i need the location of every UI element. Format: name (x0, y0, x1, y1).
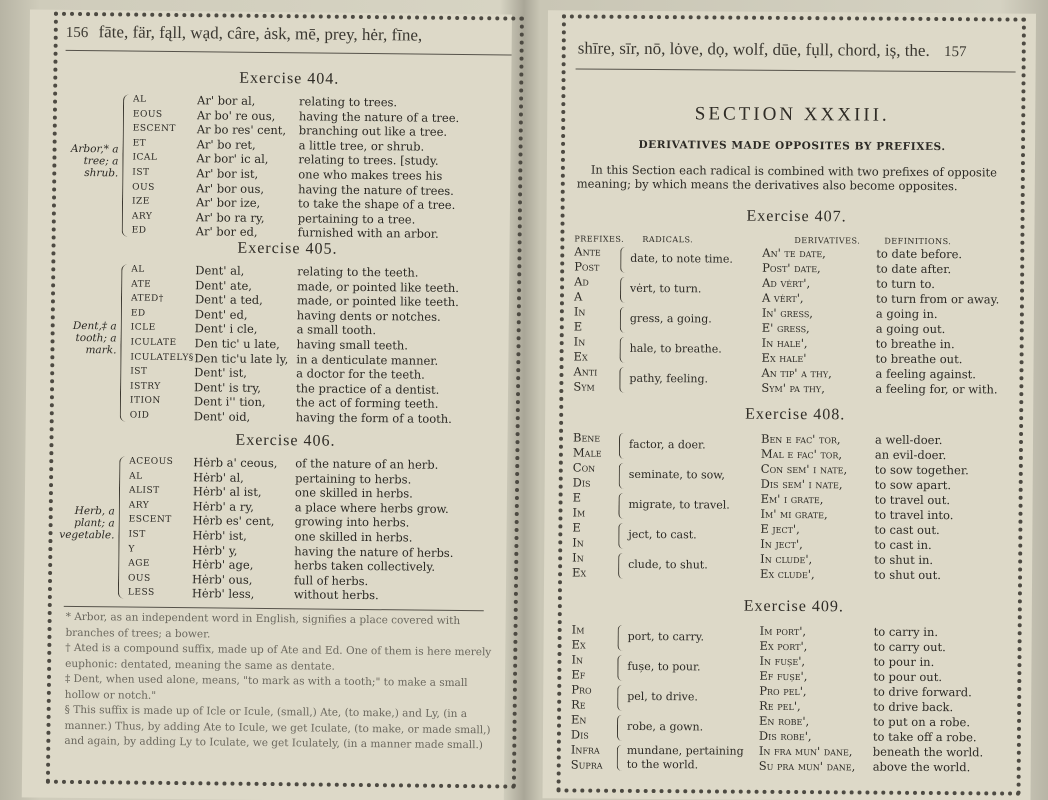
brace (619, 367, 625, 393)
radical: vėrt, to turn. (630, 281, 702, 296)
brace (617, 655, 623, 681)
radical: pathy, feeling. (629, 371, 709, 386)
prefix: Ex (571, 637, 586, 652)
derivative-word: Hėrb' al, (193, 469, 244, 485)
definition: to travel into. (874, 507, 954, 523)
derivative-word: In fra mun' dane, (758, 743, 853, 759)
derivative-word: Pro pel', (759, 683, 807, 699)
footnote: † Ated is a compound suffix, made up of Ate and Ed. One of them is here merely euphonic: dentated, meaning the same as dentate. (65, 641, 492, 673)
derivative-word: In fușe', (759, 653, 806, 669)
radical-label: Dent,‡ a tooth; a mark. (72, 320, 117, 357)
prefix: E (572, 490, 582, 505)
derivative-word: Su pra mun' dane, (758, 758, 856, 774)
derivative-word: Den tic' u late, (194, 336, 280, 352)
suffix: OUS (132, 182, 155, 193)
definition: above the world. (872, 759, 971, 775)
derivative-word: Dent' oid, (193, 409, 251, 424)
suffix: AL (129, 471, 143, 482)
page-header (578, 39, 973, 62)
derivative-word: Ex port', (759, 638, 808, 654)
derivative-word: Hėrb' ous, (191, 571, 253, 587)
suffix: ESCENT (132, 123, 176, 135)
prefix: In (573, 304, 586, 319)
definition: pertaining to herbs. (295, 470, 412, 487)
definition-column (296, 264, 460, 426)
prefix: Dis (572, 475, 591, 490)
derivative-word: Ad vėrt', (762, 275, 811, 291)
derivative-word: Dis robe', (758, 728, 812, 744)
definition: relating to trees. [study. (298, 152, 439, 169)
derivative-word: Ar' bo ra ry, (195, 209, 265, 225)
definition: beneath the world. (872, 744, 984, 760)
suffix: ITION (129, 395, 161, 407)
derivative-word: Ar' bo ret, (196, 137, 256, 152)
definition: made, or pointed like teeth. (296, 293, 459, 310)
suffix: OID (129, 410, 150, 421)
brace (618, 625, 624, 651)
definition: to pour out. (873, 669, 943, 685)
derivative-word: Dis sem' i nate, (760, 476, 843, 492)
radical: mundane, pertaining to the world. (626, 743, 744, 772)
footnote: § This suffix is made up of Icle or Icule, (small,) Ate, (to make,) and Ly, (in a manner.) Thus, by adding Ate to Icule, we get Iculate, (to make, or made small,) and again, by adding Ly to Iculate, we get Iculately, (in a manner made small.) (64, 703, 491, 752)
derivative-word: In' gress, (761, 305, 814, 321)
definition: one skilled in herbs. (294, 529, 413, 545)
derivative-word: Dent' ed, (194, 307, 248, 322)
derivative-word: Ef fușe', (759, 668, 808, 684)
suffix: IST (128, 529, 146, 540)
suffix: ED (130, 308, 146, 319)
definition: without herbs. (293, 587, 379, 603)
prefix: Ante (574, 244, 601, 259)
prefix: E (572, 520, 581, 535)
derivative-word: Ar bor' ic al, (196, 151, 269, 167)
suffix: Y (128, 544, 135, 555)
derivative-word: Dent' ate, (195, 277, 253, 293)
brace (619, 463, 625, 489)
brace (617, 685, 623, 711)
brace (120, 264, 130, 421)
definition: the practice of a dentist. (295, 381, 440, 397)
exercise-title: Exercise 407. (746, 207, 847, 226)
prefix: Dis (570, 727, 589, 742)
right-page (543, 10, 1036, 800)
definition: having the nature of trees. (298, 181, 454, 198)
prefix: In (571, 652, 584, 667)
brace (620, 247, 626, 273)
definition: to shut in. (874, 552, 934, 567)
prefix: Con (572, 460, 596, 475)
definition: to take the shape of a tree. (297, 196, 456, 213)
definition: herbs taken collectively. (294, 558, 436, 574)
derivative-word: Mal e fac' tor, (760, 446, 843, 462)
prefix: E (573, 319, 583, 334)
definition: a feeling for, or with. (875, 381, 998, 397)
definition: to cast out. (874, 522, 940, 538)
suffix: ESCENT (128, 514, 172, 526)
radical: migrate, to travel. (628, 497, 730, 512)
derivative-word: Hėrb' age, (192, 557, 254, 573)
derivative-word: Ex clude', (760, 566, 815, 582)
pronunciation-key: shīre, sīr, nō, lȯve, dọ, wolf, dūe, fụll, chord, iș, the. (577, 38, 930, 60)
derivative-word: Ar bo' re ous, (196, 107, 276, 123)
definition: of the nature of an herb. (295, 456, 439, 472)
derivative-word: Im port', (759, 623, 807, 639)
brace (122, 94, 131, 236)
suffix: ICULATE (130, 337, 177, 348)
definition: having small teeth. (296, 337, 409, 353)
definition: a small tooth. (296, 322, 377, 338)
suffix: IST (132, 167, 150, 178)
definition: relating to trees. (298, 94, 398, 110)
radical-label: Herb, a plant; a vegetable. (59, 504, 115, 542)
suffix: ICULATELY§ (130, 352, 194, 363)
definition: to cast in. (874, 537, 932, 552)
definition: to take off a robe. (872, 729, 977, 745)
derivative-word: In hale', (761, 335, 808, 351)
definition: pertaining to a tree. (297, 211, 416, 227)
brace (620, 277, 626, 303)
derivative-word: Ar' bor al, (196, 93, 256, 108)
prefix: A (573, 289, 583, 304)
prefix: Male (572, 445, 602, 460)
suffix: ET (132, 138, 147, 149)
derivative-word: Dent' al, (195, 263, 245, 278)
definition: a place where herbs grow. (294, 500, 449, 516)
definition-column (298, 94, 460, 242)
prefix: In (572, 535, 584, 550)
page-number: 157 (943, 44, 967, 61)
definition: to sow together. (874, 462, 969, 478)
derivative-word: Hėrb' a ry, (192, 498, 255, 514)
suffix-column (132, 93, 177, 239)
derivative-word: Ar' bor ous, (196, 180, 265, 196)
definition: to turn to. (876, 276, 935, 292)
definition: a going in. (875, 306, 938, 322)
radical: gress, a going. (629, 311, 712, 326)
derivative-word: E ject', (760, 521, 800, 537)
suffix: AGE (128, 558, 151, 569)
derivative-word: Hėrb a' ceous, (193, 455, 278, 471)
pronunciation-key: fāte, fär, fąll, wạd, câre, ȧsk, mē, prey, hėr, fīne, (98, 22, 423, 45)
brace (618, 553, 624, 579)
derivative-word: Den tic'u late ly, (194, 350, 289, 366)
derivative-word: Im' mi grate, (760, 506, 828, 522)
derivative-word: En robe', (759, 713, 810, 729)
derivative-word: Dent' ist, (194, 365, 248, 380)
brace (618, 523, 624, 549)
radical: hale, to breathe. (629, 341, 722, 356)
brace (118, 456, 127, 598)
derivative-word-column (192, 455, 278, 602)
derivative-word: Ar' bor ist, (196, 166, 259, 181)
definition: to date after. (876, 261, 952, 277)
derivative-word: Sym' pa thy, (761, 380, 825, 396)
column-header: PREFIXES. (574, 234, 625, 244)
derivative-word: Hėrb' less, (191, 586, 255, 602)
definition: relating to the teeth. (297, 264, 419, 280)
derivative-word: Ar' bor ize, (195, 195, 261, 211)
definition: to breathe in. (875, 336, 955, 352)
section-title: SECTION XXXIII. (694, 103, 890, 126)
definition: having the form of a tooth. (295, 410, 452, 426)
definition: to shut out. (874, 567, 941, 583)
prefix: Infra (570, 742, 600, 757)
definition: one who makes trees his (298, 167, 443, 183)
suffix: ISTRY (130, 381, 161, 392)
derivative-word: Dent' is try, (193, 379, 261, 395)
definition: a feeling against. (875, 366, 977, 382)
radical: factor, a doer. (628, 437, 706, 452)
section-intro: In this Section each radical is combined with two prefixes of opposite meaning; by which means the derivatives also become opposites. (576, 162, 998, 194)
prefix: Bene (572, 430, 601, 445)
suffix: OUS (128, 573, 151, 584)
definition: growing into herbs. (294, 514, 410, 530)
suffix: ICAL (132, 152, 158, 164)
derivative-word: Hėrb' y, (192, 542, 238, 558)
radical-label: Arbor,* a tree; a shrub. (70, 142, 119, 180)
suffix-column (128, 455, 174, 601)
suffix: ATED† (130, 293, 164, 305)
prefix: Ex (573, 349, 588, 364)
derivative-word: Hėrb es' cent, (192, 513, 275, 529)
exercise-title: Exercise 405. (237, 239, 338, 258)
derivative-word: Dent' a ted, (194, 292, 263, 308)
suffix: LESS (127, 587, 155, 599)
definition: having the nature of herbs. (294, 543, 454, 560)
prefix: En (571, 712, 587, 727)
definition: to carry out. (873, 639, 946, 655)
derivative-word: Ex hale' (761, 350, 807, 366)
definition: branching out like a tree. (298, 123, 448, 140)
definition: an evil-doer. (874, 447, 947, 463)
derivative-word: A vėrt', (761, 290, 804, 306)
derivative-word-column (196, 93, 287, 240)
derivative-word: Dent i'' tion, (193, 394, 266, 410)
derivative-word: Ar bo res' cent, (196, 122, 287, 138)
prefix: Pro (571, 682, 592, 697)
radical: port, to carry. (627, 629, 705, 644)
prefix: Im (571, 622, 585, 637)
derivative-word: E' gress, (761, 320, 810, 336)
definition: the act of forming teeth. (295, 395, 439, 412)
definition: to drive back. (873, 699, 954, 715)
exercise-title: Exercise 406. (235, 431, 336, 450)
suffix: ICLE (130, 322, 156, 334)
definition: one skilled in herbs. (294, 485, 413, 501)
definition: to turn from or away. (875, 291, 1000, 307)
definition: to sow apart. (874, 477, 952, 493)
suffix: IST (130, 366, 148, 377)
derivative-word: An' te date, (762, 245, 826, 261)
prefix: Im (572, 505, 586, 520)
definition: to carry in. (873, 624, 939, 640)
definition: to travel out. (874, 492, 951, 508)
definition: to breathe out. (875, 351, 963, 367)
radical: seminate, to sow, (628, 467, 725, 482)
suffix: ATE (131, 279, 152, 290)
definition: to put on a robe. (872, 714, 971, 730)
brace (617, 745, 623, 771)
footnotes (64, 610, 493, 754)
derivative-word: In ject', (760, 536, 803, 552)
radical: clude, to shut. (628, 557, 708, 572)
definition: a doctor for the teeth. (296, 366, 425, 382)
definition: made, or pointed like teeth. (297, 278, 460, 295)
prefix: In (573, 334, 586, 349)
suffix: ALIST (128, 485, 160, 497)
brace (618, 493, 624, 519)
derivative-word: Em' i grate, (760, 491, 824, 507)
suffix: ED (131, 225, 147, 237)
derivative-word: Con sem' i nate, (760, 461, 848, 477)
exercise-title: Exercise 404. (239, 69, 340, 88)
derivative-word-column (194, 263, 290, 425)
definition-column (294, 456, 455, 604)
derivative-word: Hėrb' ist, (192, 528, 247, 543)
prefix: Supra (570, 757, 603, 772)
suffix: EOUS (132, 109, 163, 120)
suffix: ARY (128, 500, 150, 511)
derivative-word: Re pel', (759, 698, 801, 714)
definition: to date before. (876, 246, 963, 262)
suffix: ACEOUS (129, 456, 174, 468)
column-header: DEFINITIONS. (884, 236, 952, 247)
brace (617, 715, 623, 741)
left-page (22, 9, 512, 800)
suffix: IZE (131, 196, 150, 207)
definition: having dents or notches. (296, 308, 441, 324)
page-header (66, 22, 423, 46)
definition: full of herbs. (293, 573, 369, 588)
prefix: Sym (573, 379, 595, 394)
derivative-word: Post' date, (762, 260, 821, 276)
suffix-column (130, 263, 195, 424)
definition: to pour in. (873, 654, 935, 670)
page-number: 156 (65, 24, 89, 42)
radical: fușe, to pour. (627, 659, 701, 674)
suffix: AL (131, 264, 145, 275)
prefix: In (572, 550, 584, 565)
derivative-word: In clude', (760, 551, 813, 567)
section-subtitle: DERIVATIVES MADE OPPOSITES BY PREFIXES. (638, 138, 946, 154)
derivative-word: An tip' a thy, (761, 365, 832, 381)
derivative-word: Hėrb' al ist, (192, 484, 262, 500)
column-header: DERIVATIVES. (794, 236, 861, 246)
definition: a well-doer. (874, 432, 943, 448)
radical: robe, a gown. (626, 719, 704, 734)
definition: having the nature of a tree. (298, 108, 460, 125)
brace (619, 433, 625, 459)
derivative-word: Ben e fac' tor, (760, 431, 841, 447)
exercise-title: Exercise 408. (745, 405, 846, 424)
brace (620, 337, 626, 363)
exercise-title: Exercise 409. (743, 597, 844, 616)
definition: a going out. (875, 321, 946, 337)
radical: pel, to drive. (627, 689, 698, 704)
footnote: ‡ Dent, when used alone, means, "to mark as with a tooth;" to make a small hollow or notch." (64, 672, 468, 702)
prefix: Ef (571, 667, 586, 682)
prefix: Ad (574, 274, 589, 289)
definition: furnished with an arbor. (297, 225, 439, 242)
brace (620, 307, 626, 333)
prefix: Post (574, 259, 600, 274)
suffix: ARY (131, 211, 153, 222)
radical: date, to note time. (630, 251, 733, 266)
definition: to drive forward. (873, 684, 972, 700)
suffix: AL (133, 94, 147, 105)
column-header: RADICALS. (642, 234, 694, 245)
prefix: Anti (573, 364, 598, 379)
derivative-word: Ar' bor ed, (195, 224, 258, 240)
definition: a little tree, or shrub. (298, 138, 425, 154)
definition: in a denticulate manner. (296, 351, 439, 368)
prefix: Ex (572, 565, 587, 580)
footnote: * Arbor, as an independent word in English, signifies a place covered with branches of trees; a bower. (65, 610, 461, 640)
radical: ject, to cast. (628, 527, 697, 542)
prefix: Re (571, 697, 586, 712)
derivative-word: Dent' i cle, (194, 321, 258, 337)
